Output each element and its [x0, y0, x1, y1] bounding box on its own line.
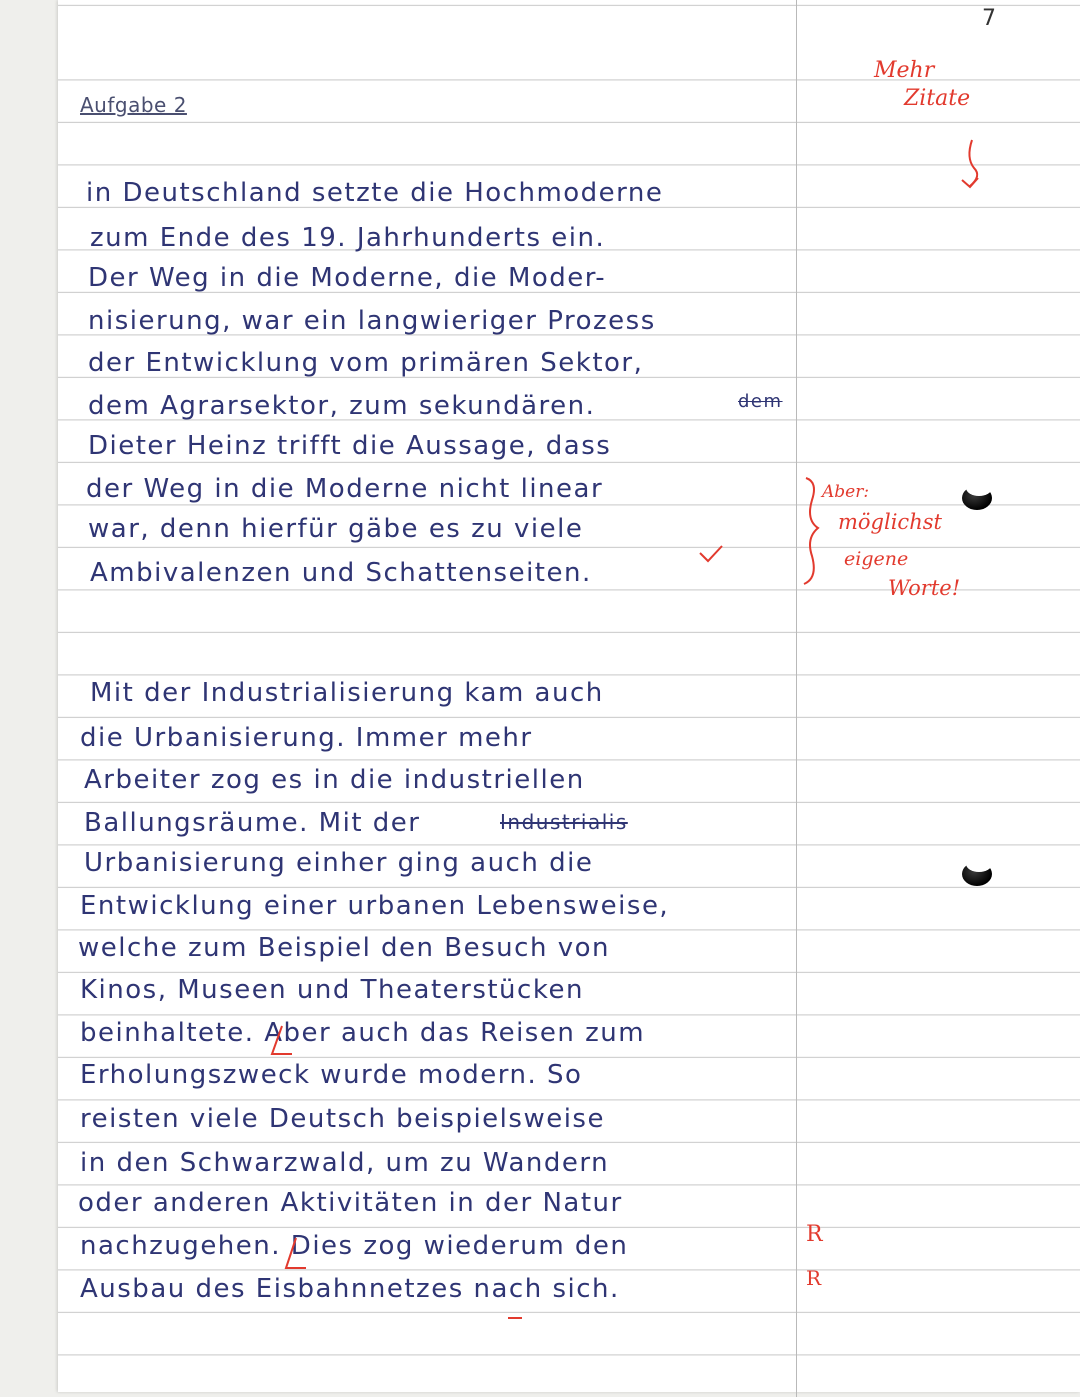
text-line: Entwicklung einer urbanen Lebensweise, — [80, 891, 670, 921]
text-line: Mit der Industrialisierung kam auch — [90, 678, 604, 708]
text-line: Dieter Heinz trifft die Aussage, dass — [88, 431, 612, 461]
arrow-down-icon — [962, 140, 978, 187]
margin-note: eigene — [844, 548, 909, 570]
text-line: Arbeiter zog es in die industriellen — [84, 765, 585, 795]
checkmark-icon — [700, 546, 722, 561]
text-line: der Entwicklung vom primären Sektor, — [88, 348, 644, 378]
margin-note: Worte! — [888, 576, 961, 600]
insertion-mark-icon — [286, 1238, 306, 1268]
text-line: in Deutschland setzte die Hochmoderne — [86, 178, 664, 208]
text-line: Ambivalenzen und Schattenseiten. — [90, 558, 592, 588]
text-line: war, denn hierfür gäbe es zu viele — [88, 514, 584, 544]
margin-mark: R — [806, 1266, 822, 1290]
margin-note: Aber: — [822, 482, 870, 502]
text-line: Erholungszweck wurde modern. So — [80, 1060, 583, 1090]
task-title: Aufgabe 2 — [80, 93, 187, 117]
text-line: Ausbau des Eisbahnnetzes nach sich. — [80, 1274, 620, 1304]
page-number: 7 — [982, 6, 996, 31]
margin-note: möglichst — [838, 510, 942, 534]
text-line: oder anderen Aktivitäten in der Natur — [78, 1188, 623, 1218]
text-line: beinhaltete. Aber auch das Reisen zum — [80, 1018, 646, 1048]
text-line: die Urbanisierung. Immer mehr — [80, 723, 533, 753]
insertion-mark-icon — [272, 1026, 292, 1054]
text-line: nachzugehen. Dies zog wiederum den — [80, 1231, 629, 1261]
text-line: Der Weg in die Moderne, die Moder- — [88, 263, 607, 293]
text-line: Kinos, Museen und Theaterstücken — [80, 975, 584, 1005]
text-line: zum Ende des 19. Jahrhunderts ein. — [90, 223, 606, 253]
brace-icon — [804, 478, 818, 584]
text-line: der Weg in die Moderne nicht linear — [86, 474, 604, 504]
text-line: in den Schwarzwald, um zu Wandern — [80, 1148, 610, 1178]
text-line: Urbanisierung einher ging auch die — [84, 848, 594, 878]
crossed-out-word: dem — [738, 391, 783, 412]
text-line: dem Agrarsektor, zum sekundären. — [88, 391, 596, 421]
text-line: reisten viele Deutsch beispielsweise — [80, 1104, 605, 1134]
margin-note: Mehr — [874, 58, 935, 83]
margin-note: Zitate — [904, 86, 971, 111]
text-line: welche zum Beispiel den Besuch von — [78, 933, 610, 963]
margin-mark: R — [806, 1222, 823, 1247]
crossed-out-word: Industrialis — [500, 810, 628, 834]
text-line: nisierung, war ein langwieriger Prozess — [88, 306, 656, 336]
text-line: Ballungsräume. Mit der — [84, 808, 421, 838]
